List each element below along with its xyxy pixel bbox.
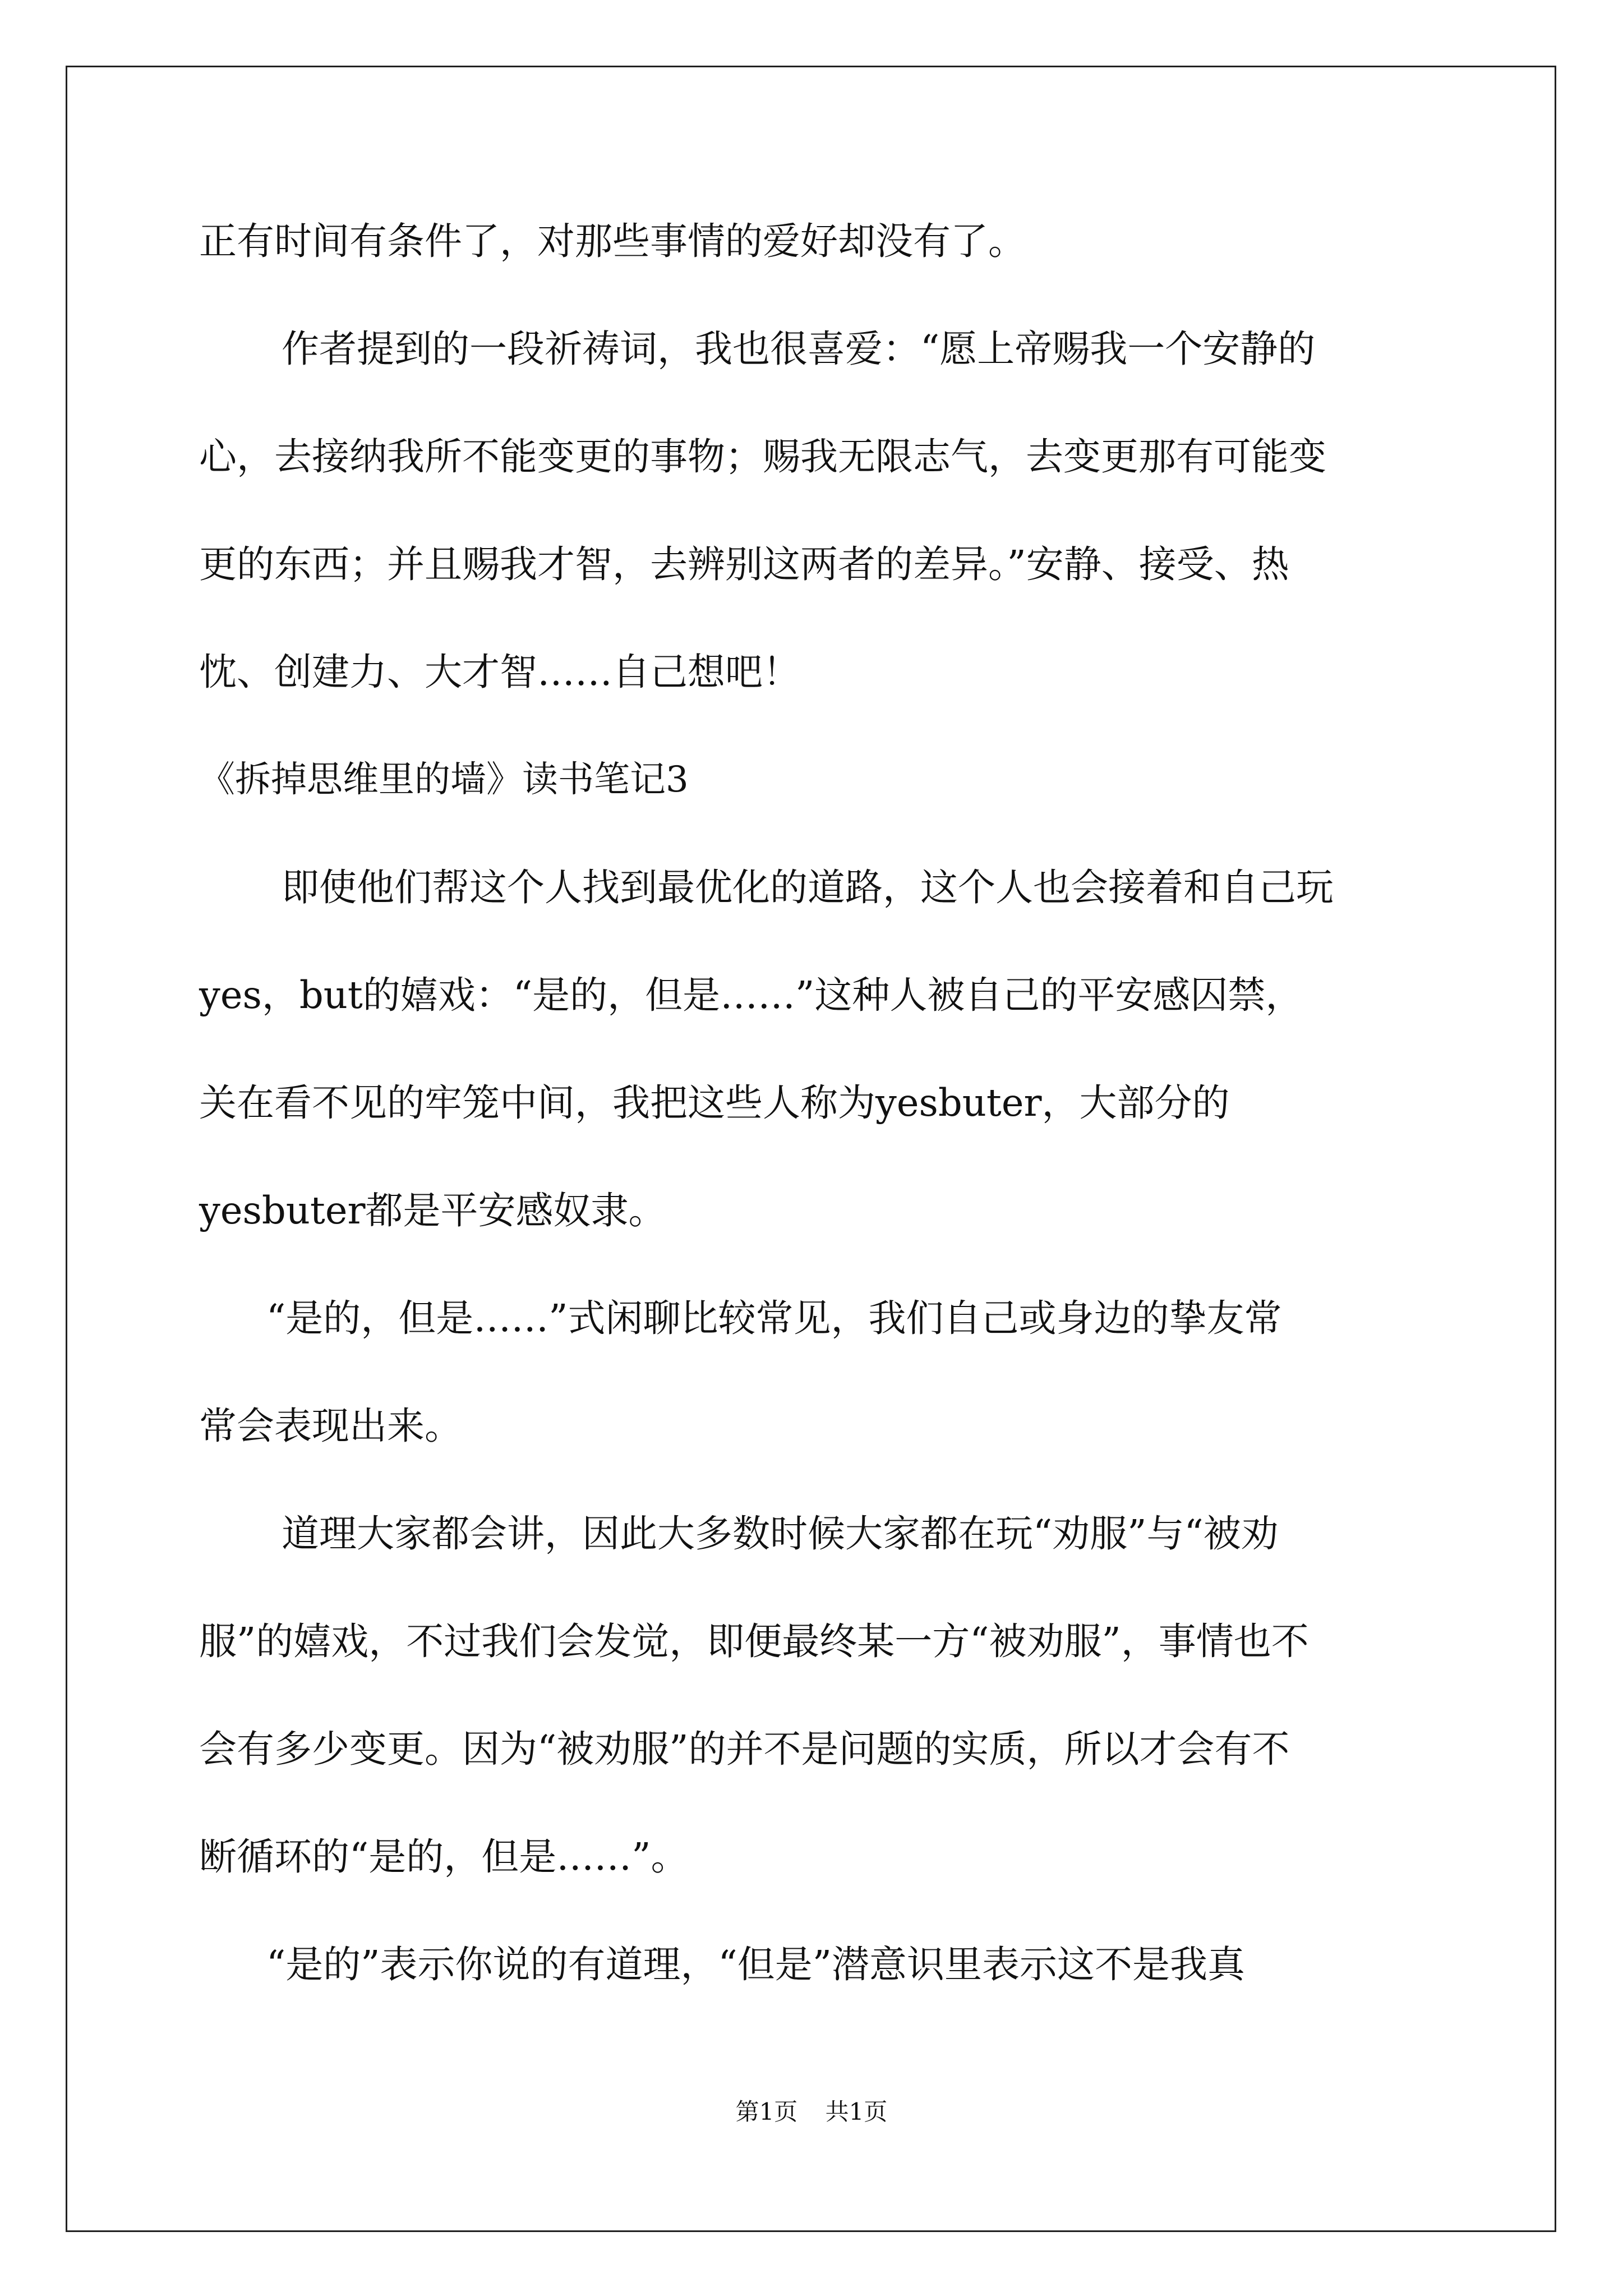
paragraph-line: 即使他们帮这个人找到最优化的道路，这个人也会接着和自己玩 — [282, 866, 1334, 909]
document-body — [199, 214, 1433, 1991]
paragraph-line: yesbuter都是平安感奴隶。 — [199, 1189, 666, 1232]
paragraph-line: 常会表现出来。 — [199, 1404, 462, 1448]
paragraph-line: 作者提到的一段祈祷词，我也很喜爱：“愿上帝赐我一个安静的 — [282, 327, 1316, 371]
paragraph-line: “是的”表示你说的有道理，“但是”潜意识里表示这不是我真 — [266, 1943, 1246, 1986]
paragraph-line: 心，去接纳我所不能变更的事物；赐我无限志气，去变更那有可能变 — [199, 435, 1326, 478]
paragraph-line: 忱、创建力、大才智……自己想吧！ — [199, 650, 800, 694]
paragraph-line: 更的东西；并且赐我才智，去辨别这两者的差异。”安静、接受、热 — [199, 542, 1289, 586]
page-footer — [0, 2098, 1623, 2126]
paragraph-line: 服”的嬉戏，不过我们会发觉，即便最终某一方“被劝服”，事情也不 — [199, 1619, 1309, 1663]
page-number: 第1页 — [735, 2098, 798, 2125]
paragraph-line: yes，but的嬉戏：“是的，但是……”这种人被自己的平安感囚禁， — [199, 973, 1303, 1017]
paragraph-line: 正有时间有条件了，对那些事情的爱好却没有了。 — [199, 219, 1026, 263]
paragraph-line: 会有多少变更。因为“被劝服”的并不是问题的实质，所以才会有不 — [199, 1727, 1290, 1771]
paragraph-line: 断循环的“是的，但是……”。 — [199, 1835, 689, 1879]
paragraph-line: 道理大家都会讲，因此大多数时候大家都在玩“劝服”与“被劝 — [282, 1512, 1279, 1556]
paragraph-line: “是的，但是……”式闲聊比较常见，我们自己或身边的挚友常 — [266, 1296, 1282, 1340]
page-total: 共1页 — [825, 2098, 888, 2125]
section-heading: 《拆掉思维里的墙》读书笔记3 — [199, 759, 689, 800]
paragraph-line: 关在看不见的牢笼中间，我把这些人称为yesbuter，大部分的 — [199, 1081, 1230, 1125]
